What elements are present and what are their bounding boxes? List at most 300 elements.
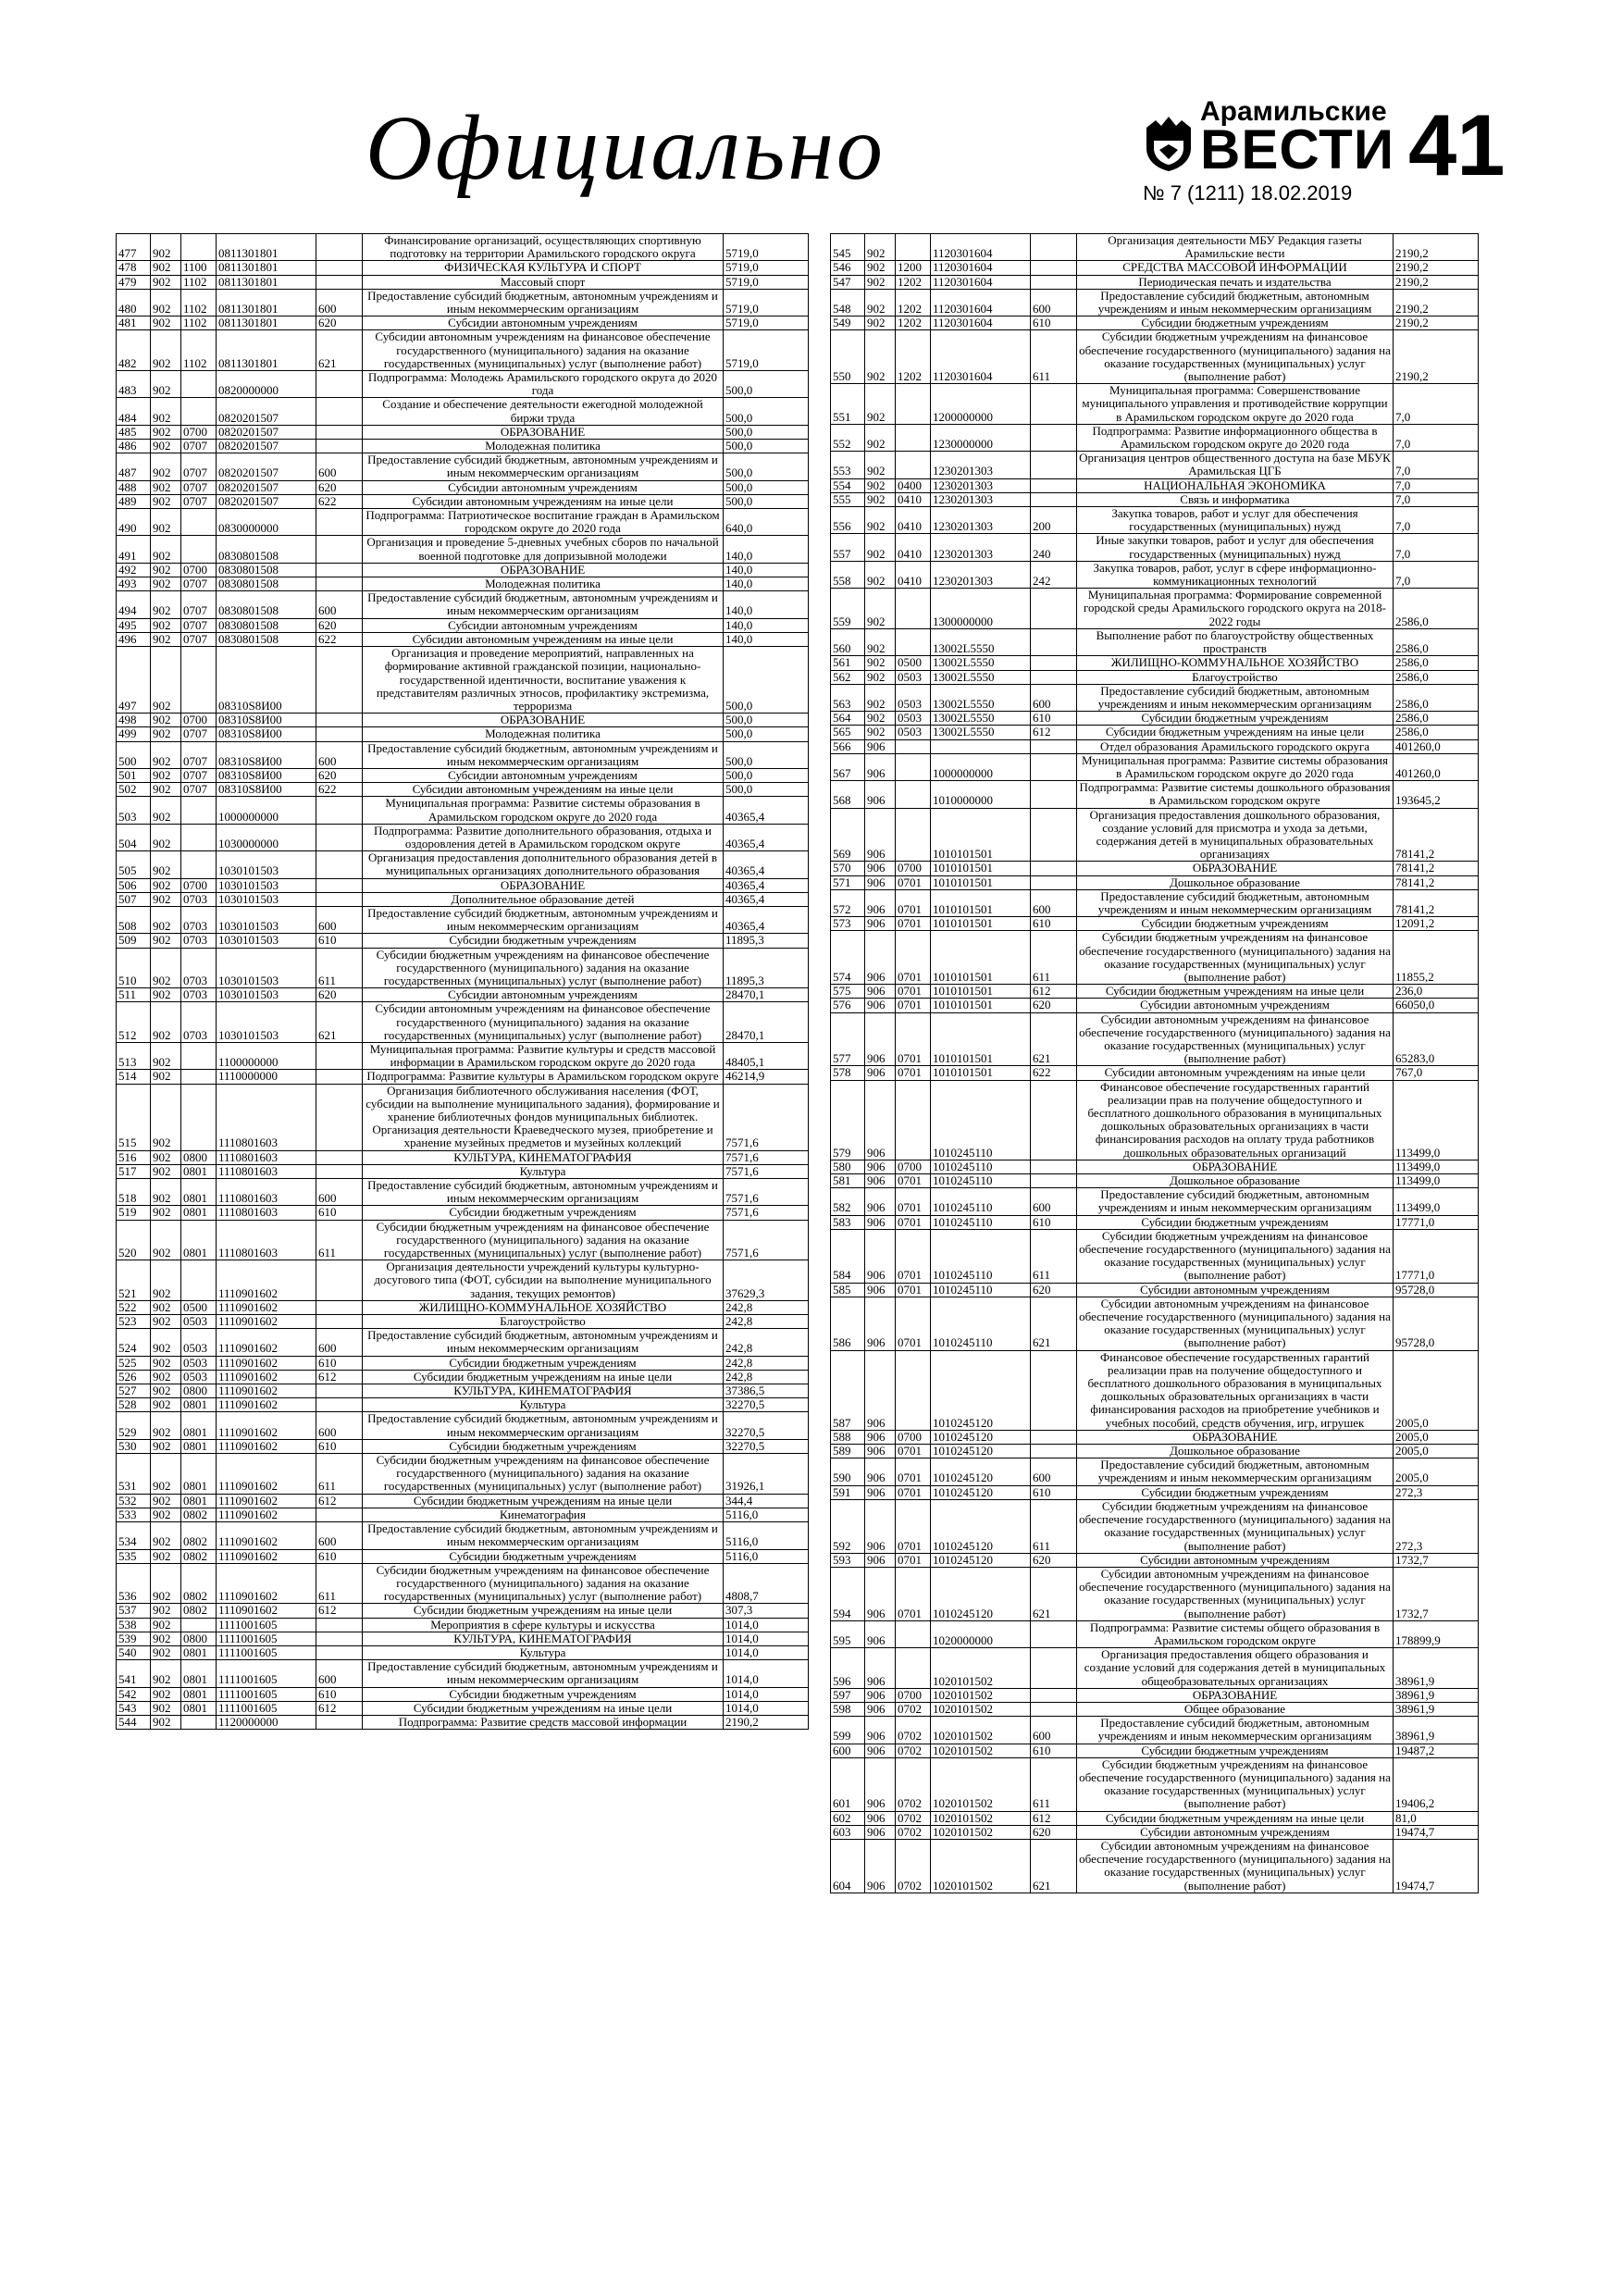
row-number: 508	[117, 906, 151, 933]
section-code: 0500	[896, 656, 931, 670]
amount: 37629,3	[724, 1260, 809, 1301]
target-code: 13002L5550	[931, 656, 1031, 670]
target-code: 1000000000	[217, 797, 316, 824]
target-code: 1110901602	[217, 1454, 316, 1495]
row-number: 524	[117, 1329, 151, 1356]
section-code: 0802	[181, 1522, 217, 1549]
expense-type	[316, 1618, 363, 1632]
row-number: 584	[831, 1229, 865, 1283]
section-code: 0707	[181, 727, 217, 741]
amount: 2586,0	[1394, 712, 1479, 726]
item-name: КУЛЬТУРА, КИНЕМАТОГРАФИЯ	[363, 1150, 724, 1164]
section-code: 0700	[181, 714, 217, 727]
table-row	[831, 1066, 1479, 1080]
table-row	[117, 261, 809, 275]
row-number: 483	[117, 371, 151, 398]
section-code: 1102	[181, 289, 217, 316]
item-name: Организация деятельности учреждений культуры культурно-досугового типа (ФОТ, субсидии на выполнение муниципального задания, текущих ремонтов)	[363, 1260, 724, 1301]
expense-type: 620	[1031, 999, 1077, 1012]
row-number: 520	[117, 1220, 151, 1260]
ministry-code: 906	[865, 1567, 896, 1620]
table-row	[117, 330, 809, 371]
ministry-code: 902	[151, 1370, 181, 1384]
target-code: 1010245110	[931, 1080, 1031, 1160]
row-number: 531	[117, 1454, 151, 1495]
item-name: Субсидии бюджетным учреждениям на финансовое обеспечение государственного (муниципального) задания на оказание государственных (муниципальных) услуг (выполнение работ)	[363, 1454, 724, 1495]
row-number: 514	[117, 1070, 151, 1084]
target-code: 1300000000	[931, 589, 1031, 629]
item-name: Субсидии бюджетным учреждениям на иные цели	[363, 1370, 724, 1384]
section-code: 0707	[181, 577, 217, 591]
ministry-code: 906	[865, 1229, 896, 1283]
ministry-code: 902	[151, 851, 181, 878]
amount: 7,0	[1394, 452, 1479, 478]
row-number: 568	[831, 781, 865, 808]
expense-type: 622	[1031, 1066, 1077, 1080]
target-code: 1120301604	[931, 289, 1031, 316]
expense-type	[1031, 1160, 1077, 1173]
ministry-code: 902	[151, 1701, 181, 1715]
ministry-code: 906	[865, 1012, 896, 1066]
section-code: 0703	[181, 934, 217, 948]
table-row	[831, 1297, 1479, 1350]
table-row	[117, 425, 809, 439]
expense-type	[1031, 1702, 1077, 1716]
table-row	[117, 768, 809, 782]
item-name: Субсидии бюджетным учреждениям	[363, 1356, 724, 1370]
section-code: 0410	[896, 492, 931, 506]
target-code: 1010101501	[931, 1066, 1031, 1080]
expense-type: 612	[1031, 726, 1077, 739]
expense-type	[316, 261, 363, 275]
item-name: ОБРАЗОВАНИЕ	[1077, 1430, 1394, 1444]
expense-type	[1031, 452, 1077, 478]
ministry-code: 902	[151, 1164, 181, 1178]
section-code	[181, 1260, 217, 1301]
amount: 140,0	[724, 591, 809, 618]
amount: 48405,1	[724, 1042, 809, 1069]
amount: 38961,9	[1394, 1648, 1479, 1689]
item-name: ФИЗИЧЕСКАЯ КУЛЬТУРА И СПОРТ	[363, 261, 724, 275]
section-code	[181, 398, 217, 425]
item-name: Подпрограмма: Молодежь Арамильского городского округа до 2020 года	[363, 371, 724, 398]
ministry-code: 902	[151, 563, 181, 577]
section-code: 0701	[896, 1066, 931, 1080]
table-row	[831, 1458, 1479, 1485]
row-number: 580	[831, 1160, 865, 1173]
item-name: Предоставление субсидий бюджетным, автономным учреждениям и иным некоммерческим организациям	[363, 741, 724, 768]
table-row	[117, 727, 809, 741]
table-row	[117, 1439, 809, 1453]
target-code: 08310S8И00	[217, 727, 316, 741]
expense-type	[316, 1645, 363, 1659]
ministry-code: 906	[865, 1430, 896, 1444]
amount: 5719,0	[724, 234, 809, 261]
item-name: Субсидии бюджетным учреждениям на иные цели	[1077, 985, 1394, 999]
target-code: 0830801508	[217, 536, 316, 563]
item-name: КУЛЬТУРА, КИНЕМАТОГРАФИЯ	[363, 1384, 724, 1398]
section-code: 0410	[896, 507, 931, 534]
row-number: 526	[117, 1370, 151, 1384]
table-row	[831, 1283, 1479, 1297]
expense-type: 620	[316, 480, 363, 494]
table-row	[117, 824, 809, 850]
item-name: Субсидии бюджетным учреждениям	[363, 934, 724, 948]
table-row	[831, 1012, 1479, 1066]
table-row	[117, 1370, 809, 1384]
expense-type: 612	[316, 1701, 363, 1715]
row-number: 598	[831, 1702, 865, 1716]
item-name: Субсидии автономным учреждениям на иные цели	[363, 632, 724, 646]
section-code: 0800	[181, 1384, 217, 1398]
expense-type	[1031, 862, 1077, 875]
row-number: 599	[831, 1717, 865, 1744]
expense-type: 612	[316, 1370, 363, 1384]
section-code: 0701	[896, 1215, 931, 1229]
table-row	[831, 1188, 1479, 1215]
ministry-code: 902	[151, 892, 181, 906]
amount: 242,8	[724, 1356, 809, 1370]
ministry-code: 906	[865, 1297, 896, 1350]
ministry-code: 902	[151, 591, 181, 618]
target-code: 1120301604	[931, 330, 1031, 384]
target-code: 1010101501	[931, 1012, 1031, 1066]
target-code: 08310S8И00	[217, 714, 316, 727]
ministry-code: 902	[865, 316, 896, 330]
section-code: 0707	[181, 618, 217, 632]
ministry-code: 902	[151, 1150, 181, 1164]
target-code: 1010101501	[931, 808, 1031, 862]
amount: 500,0	[724, 768, 809, 782]
target-code: 0830801508	[217, 591, 316, 618]
section-code: 0801	[181, 1439, 217, 1453]
section-code	[181, 1084, 217, 1150]
target-code: 1030101503	[217, 948, 316, 988]
table-row	[117, 1042, 809, 1069]
table-row	[831, 424, 1479, 451]
ministry-code: 906	[865, 1080, 896, 1160]
item-name: ЖИЛИЩНО-КОММУНАЛЬНОЕ ХОЗЯЙСТВО	[363, 1300, 724, 1314]
section-code: 0503	[896, 684, 931, 711]
item-name: Закупка товаров, работ и услуг для обеспечения государственных (муниципальных) нужд	[1077, 507, 1394, 534]
expense-type	[1031, 1648, 1077, 1689]
amount: 307,3	[724, 1604, 809, 1618]
section-code: 0700	[181, 878, 217, 892]
section-code: 0702	[896, 1839, 931, 1893]
item-name: Культура	[363, 1398, 724, 1412]
amount: 7571,6	[724, 1220, 809, 1260]
expense-type	[1031, 1080, 1077, 1160]
table-row	[831, 726, 1479, 739]
section-code	[896, 589, 931, 629]
expense-type: 600	[316, 289, 363, 316]
table-row	[831, 670, 1479, 684]
item-name: Субсидии автономным учреждениям на финансовое обеспечение государственного (муниципального) задания на оказание государственных (муниципальных) услуг (выполнение работ)	[1077, 1297, 1394, 1350]
amount: 28470,1	[724, 988, 809, 1002]
section-code	[181, 647, 217, 714]
target-code: 1030101503	[217, 892, 316, 906]
target-code: 08310S8И00	[217, 647, 316, 714]
amount: 1732,7	[1394, 1567, 1479, 1620]
amount: 7,0	[1394, 424, 1479, 451]
target-code: 13002L5550	[931, 670, 1031, 684]
section-code: 0801	[181, 1645, 217, 1659]
item-name: Предоставление субсидий бюджетным, автономным учреждениям и иным некоммерческим организациям	[1077, 289, 1394, 316]
row-number: 566	[831, 739, 865, 753]
section-code: 0503	[181, 1370, 217, 1384]
table-row	[831, 1839, 1479, 1893]
item-name: Общее образование	[1077, 1702, 1394, 1716]
target-code: 1010101501	[931, 999, 1031, 1012]
table-row	[117, 906, 809, 933]
target-code: 1010245120	[931, 1430, 1031, 1444]
item-name: Субсидии автономным учреждениям	[1077, 1553, 1394, 1567]
section-code: 0703	[181, 948, 217, 988]
table-row	[117, 647, 809, 714]
item-name: Молодежная политика	[363, 577, 724, 591]
item-name: Подпрограмма: Развитие информационного общества в Арамильском городском округе до 2020 года	[1077, 424, 1394, 451]
target-code: 1020101502	[931, 1839, 1031, 1893]
section-code: 1200	[896, 261, 931, 275]
ministry-code: 906	[865, 739, 896, 753]
item-name: Молодежная политика	[363, 727, 724, 741]
table-row	[831, 985, 1479, 999]
amount: 7571,6	[724, 1164, 809, 1178]
table-row	[117, 1300, 809, 1314]
target-code: 1020101502	[931, 1648, 1031, 1689]
row-number: 585	[831, 1283, 865, 1297]
row-number: 482	[117, 330, 151, 371]
expense-type: 621	[316, 1002, 363, 1043]
target-code: 08310S8И00	[217, 768, 316, 782]
section-code	[181, 1042, 217, 1069]
ministry-code: 902	[865, 234, 896, 261]
ministry-code: 906	[865, 753, 896, 780]
expense-type	[316, 425, 363, 439]
expense-type: 600	[316, 1179, 363, 1206]
amount: 500,0	[724, 440, 809, 453]
expense-type	[316, 892, 363, 906]
target-code: 1010000000	[931, 781, 1031, 808]
expense-type: 610	[316, 1356, 363, 1370]
expense-type: 612	[316, 1494, 363, 1508]
expense-type: 610	[316, 1687, 363, 1701]
section-code: 0700	[896, 1688, 931, 1702]
table-row	[117, 1220, 809, 1260]
ministry-code: 902	[865, 684, 896, 711]
target-code: 1010245120	[931, 1567, 1031, 1620]
row-number: 519	[117, 1206, 151, 1220]
target-code: 1010245120	[931, 1445, 1031, 1458]
row-number: 603	[831, 1825, 865, 1839]
ministry-code: 902	[151, 797, 181, 824]
section-code: 1202	[896, 316, 931, 330]
table-row	[117, 878, 809, 892]
table-row	[831, 289, 1479, 316]
section-code	[181, 234, 217, 261]
row-number: 529	[117, 1412, 151, 1439]
section-code	[181, 1070, 217, 1084]
item-name: Субсидии автономным учреждениям на финансовое обеспечение государственного (муниципального) задания на оказание государственных (муниципальных) услуг (выполнение работ)	[1077, 1012, 1394, 1066]
section-code: 1202	[896, 275, 931, 289]
target-code: 1110901602	[217, 1315, 316, 1329]
table-row	[831, 1620, 1479, 1647]
item-name: Субсидии бюджетным учреждениям	[1077, 917, 1394, 931]
section-code: 0500	[181, 1300, 217, 1314]
row-number: 541	[117, 1660, 151, 1687]
ministry-code: 902	[151, 906, 181, 933]
item-name: Мероприятия в сфере культуры и искусства	[363, 1618, 724, 1632]
target-code: 1000000000	[931, 753, 1031, 780]
expense-type: 612	[316, 1604, 363, 1618]
section-code: 0801	[181, 1398, 217, 1412]
target-code: 1111001605	[217, 1701, 316, 1715]
expense-type	[1031, 424, 1077, 451]
item-name: Субсидии автономным учреждениям	[1077, 1825, 1394, 1839]
row-number: 490	[117, 509, 151, 536]
expense-type	[316, 398, 363, 425]
amount: 78141,2	[1394, 808, 1479, 862]
expense-type	[316, 824, 363, 850]
row-number: 600	[831, 1744, 865, 1757]
amount: 17771,0	[1394, 1229, 1479, 1283]
brand-main: ВЕСТИ	[1200, 118, 1394, 180]
target-code	[931, 739, 1031, 753]
row-number: 489	[117, 494, 151, 508]
ministry-code: 902	[151, 1494, 181, 1508]
section-code	[181, 1715, 217, 1729]
ministry-code: 902	[151, 1206, 181, 1220]
item-name: Финансирование организаций, осуществляющих спортивную подготовку на территории Арамильского городского округа	[363, 234, 724, 261]
target-code: 0830000000	[217, 509, 316, 536]
target-code: 08310S8И00	[217, 783, 316, 797]
row-number: 537	[117, 1604, 151, 1618]
section-code: 0701	[896, 1174, 931, 1188]
section-code: 0701	[896, 931, 931, 985]
amount: 7571,6	[724, 1150, 809, 1164]
expense-type: 622	[316, 783, 363, 797]
amount: 242,8	[724, 1370, 809, 1384]
row-number: 550	[831, 330, 865, 384]
item-name: Субсидии бюджетным учреждениям на иные цели	[363, 1494, 724, 1508]
expense-type: 621	[1031, 1567, 1077, 1620]
table-row	[831, 1757, 1479, 1811]
section-code	[896, 808, 931, 862]
expense-type	[316, 1300, 363, 1314]
table-row	[117, 1660, 809, 1687]
target-code: 1010245110	[931, 1297, 1031, 1350]
amount: 17771,0	[1394, 1215, 1479, 1229]
table-row	[831, 589, 1479, 629]
amount: 38961,9	[1394, 1702, 1479, 1716]
ministry-code: 906	[865, 862, 896, 875]
target-code: 1111001605	[217, 1618, 316, 1632]
item-name: Организация библиотечного обслуживания населения (ФОТ, субсидии на выполнение муниципального задания), формирование и хранение библиотечных фондов муниципальных библиотек. Организация деятельности Краеведческого музея, приобретение и хранение музейных предметов и музейных коллекций	[363, 1084, 724, 1150]
section-code: 0801	[181, 1220, 217, 1260]
expense-type: 620	[1031, 1283, 1077, 1297]
amount: 11895,3	[724, 934, 809, 948]
ministry-code: 906	[865, 1350, 896, 1430]
section-code: 0701	[896, 1012, 931, 1066]
ministry-code: 906	[865, 931, 896, 985]
item-name: Субсидии автономным учреждениям	[363, 480, 724, 494]
expense-type: 610	[316, 1439, 363, 1453]
section-code: 0702	[896, 1825, 931, 1839]
row-number: 499	[117, 727, 151, 741]
table-row	[117, 1315, 809, 1329]
row-number: 543	[117, 1701, 151, 1715]
target-code: 1020101502	[931, 1825, 1031, 1839]
table-row	[831, 1825, 1479, 1839]
section-code: 0802	[181, 1563, 217, 1604]
target-code: 0811301801	[217, 289, 316, 316]
table-row	[117, 783, 809, 797]
expense-type: 611	[316, 1454, 363, 1495]
row-number: 478	[117, 261, 151, 275]
section-code: 0703	[181, 892, 217, 906]
row-number: 504	[117, 824, 151, 850]
expense-type	[1031, 1445, 1077, 1458]
item-name: Субсидии бюджетным учреждениям на финансовое обеспечение государственного (муниципального) задания на оказание государственных (муниципальных) услуг (выполнение работ)	[1077, 1757, 1394, 1811]
target-code: 1010101501	[931, 931, 1031, 985]
section-code	[181, 824, 217, 850]
target-code: 0820201507	[217, 398, 316, 425]
table-row	[831, 628, 1479, 655]
table-row	[117, 1329, 809, 1356]
section-code	[181, 509, 217, 536]
expense-type: 610	[1031, 1744, 1077, 1757]
item-name: Подпрограмма: Развитие дополнительного образования, отдыха и оздоровления детей в Арамильском городском округе	[363, 824, 724, 850]
row-number: 564	[831, 712, 865, 726]
target-code: 1120301604	[931, 234, 1031, 261]
target-code: 1030101503	[217, 1002, 316, 1043]
table-row	[117, 1549, 809, 1563]
expense-type: 611	[1031, 1499, 1077, 1553]
amount: 5719,0	[724, 289, 809, 316]
ministry-code: 902	[151, 727, 181, 741]
row-number: 498	[117, 714, 151, 727]
section-code: 0802	[181, 1549, 217, 1563]
section-code: 0503	[896, 712, 931, 726]
target-code: 1110901602	[217, 1412, 316, 1439]
expense-type: 611	[1031, 931, 1077, 985]
expense-type	[1031, 670, 1077, 684]
expense-type	[316, 1150, 363, 1164]
ministry-code: 906	[865, 889, 896, 916]
table-row	[117, 1645, 809, 1659]
target-code: 1110901602	[217, 1370, 316, 1384]
table-row	[117, 275, 809, 289]
amount: 78141,2	[1394, 862, 1479, 875]
target-code: 0811301801	[217, 261, 316, 275]
ministry-code: 906	[865, 1811, 896, 1825]
row-number: 485	[117, 425, 151, 439]
amount: 40365,4	[724, 906, 809, 933]
amount: 113499,0	[1394, 1080, 1479, 1160]
target-code: 1111001605	[217, 1632, 316, 1645]
item-name: ОБРАЗОВАНИЕ	[363, 878, 724, 892]
ministry-code: 902	[151, 1660, 181, 1687]
expense-type	[316, 1715, 363, 1729]
expense-type	[1031, 739, 1077, 753]
target-code: 1030101503	[217, 934, 316, 948]
target-code: 1010245110	[931, 1283, 1031, 1297]
row-number: 515	[117, 1084, 151, 1150]
amount: 500,0	[724, 727, 809, 741]
amount: 500,0	[724, 371, 809, 398]
target-code: 1230201303	[931, 507, 1031, 534]
item-name: Предоставление субсидий бюджетным, автономным учреждениям и иным некоммерческим организациям	[1077, 684, 1394, 711]
